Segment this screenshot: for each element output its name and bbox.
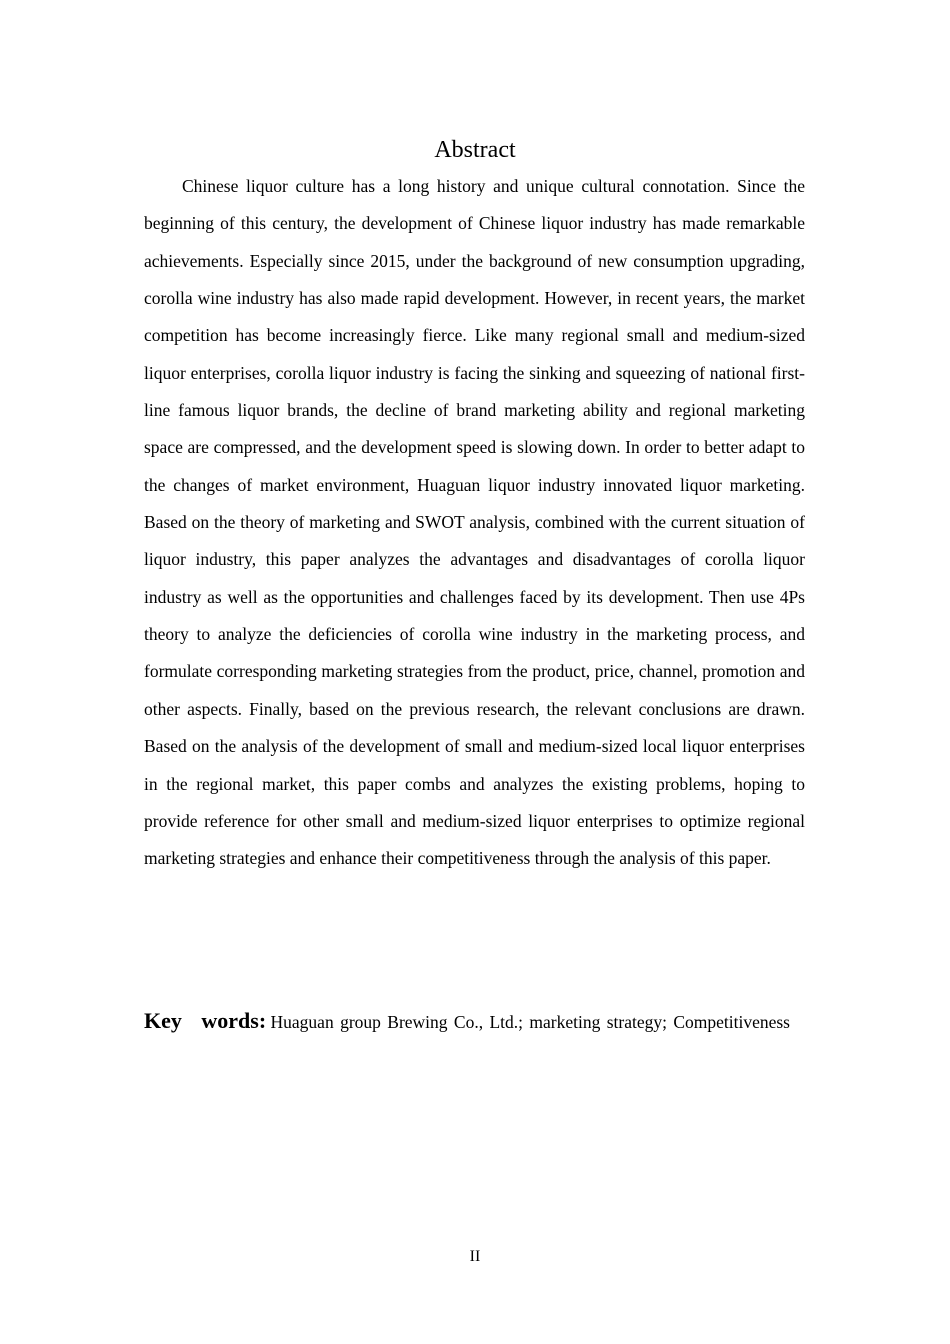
abstract-title: Abstract (434, 137, 516, 163)
abstract-paragraph: Chinese liquor culture has a long history and unique cultural connotation. Since the beginning of this century, the development of Chinese liquor industry has made remarkable achievements. Especially since 2015, under the background of new consumption upgrading, corolla wine industry has also made rapid development. However, in recent years, the market competition has become increasingly fierce. Like many regional small and medium-sized liquor enterprises, corolla liquor industry is facing the sinking and squeezing of national first-line famous liquor brands, the decline of brand marketing ability and regional marketing space are compressed, and the development speed is slowing down. In order to better adapt to the changes of market environment, Huaguan liquor industry innovated liquor marketing. Based on the theory of marketing and SWOT analysis, combined with the current situation of liquor industry, this paper analyzes the advantages and disadvantages of corolla liquor industry as well as the opportunities and challenges faced by its development. Then use 4Ps theory to analyze the deficiencies of corolla wine industry in the marketing process, and formulate corresponding marketing strategies from the product, price, channel, promotion and other aspects. Finally, based on the previous research, the relevant conclusions are drawn. Based on the analysis of the development of small and medium-sized local liquor enterprises in the regional market, this paper combs and analyzes the existing problems, hoping to provide reference for other small and medium-sized liquor enterprises to optimize regional marketing strategies and enhance their competitiveness through the analysis of this paper. (144, 176, 805, 869)
keywords-text: Huaguan group Brewing Co., Ltd.; marketing strategy; Competitiveness (270, 1012, 790, 1032)
keywords-label: Key words: (144, 1008, 267, 1033)
page-number: II (469, 1248, 481, 1265)
keywords-line (144, 1002, 805, 1041)
